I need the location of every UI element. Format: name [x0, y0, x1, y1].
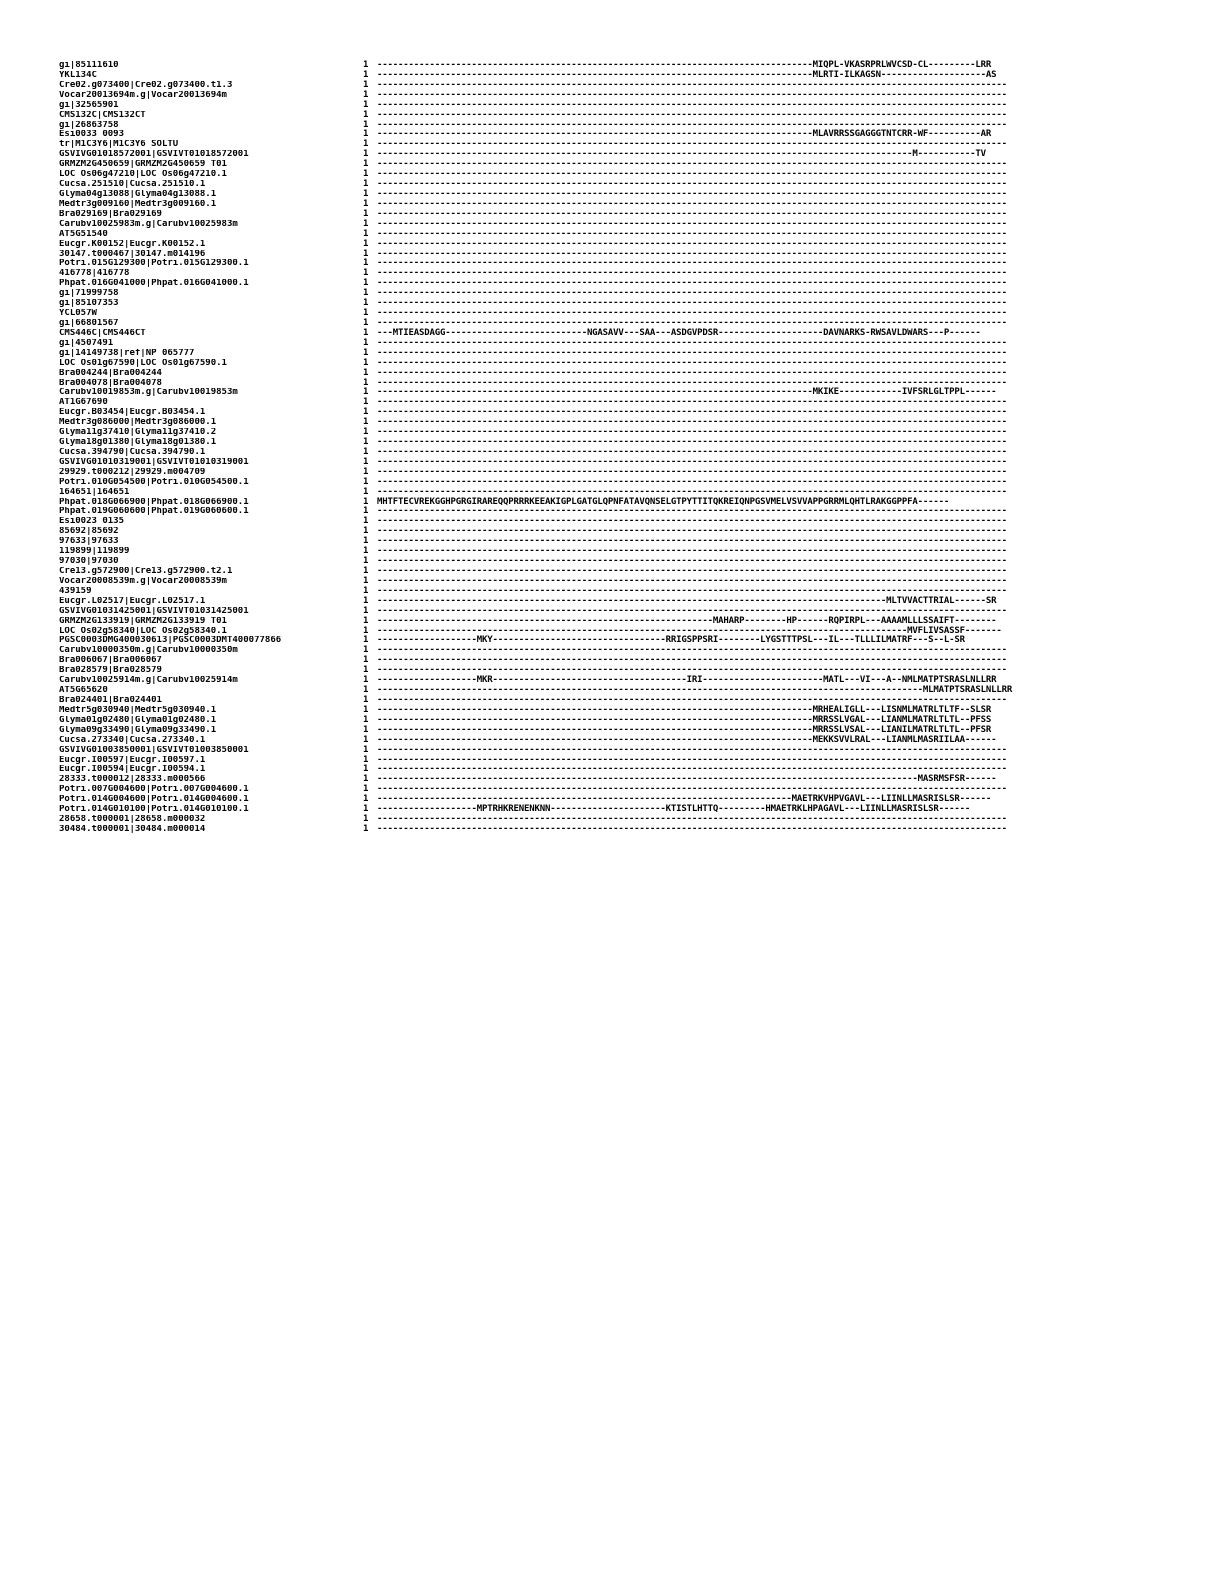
sequence-name: Cucsa.273340|Cucsa.273340.1 [59, 735, 206, 745]
sequence-start-position: 1 [363, 635, 369, 646]
sequence-name: AT5G51540 [59, 229, 108, 239]
sequence-residues: ------------------------------------------------------------------------------------------------------------------------ [377, 655, 1007, 666]
sequence-name: gi|26863758 [59, 120, 119, 130]
sequence-residues: ------------------------------------------------------------------------------------------------------------------------ [377, 446, 1007, 457]
sequence-start-position: 1 [363, 566, 369, 577]
sequence-start-position: 1 [363, 308, 369, 319]
sequence-name: gi|85107353 [59, 299, 119, 309]
sequence-name: GRMZM2G133919|GRMZM2G133919 T01 [59, 616, 227, 626]
sequence-start-position: 1 [363, 248, 369, 259]
sequence-start-position: 1 [363, 149, 369, 160]
sequence-residues: ------------------------------------------------------------------------------------------------------------------------ [377, 347, 1007, 358]
sequence-name: Carubv10025914m.g|Carubv10025914m [59, 676, 238, 686]
sequence-residues: -----------------------------------------------------------------------------------------------------MVFLIVSASSF------- [377, 625, 1002, 636]
sequence-name: Carubv10019853m.g|Carubv10019853m [59, 388, 238, 398]
sequence-start-position: 1 [363, 516, 369, 527]
sequence-start-position: 1 [363, 407, 369, 418]
sequence-name: Vocar20013694m.g|Vocar20013694m [59, 90, 227, 100]
sequence-start-position: 1 [363, 357, 369, 368]
sequence-name: gi|71999758 [59, 289, 119, 299]
sequence-start-position: 1 [363, 486, 369, 497]
sequence-residues: ------------------------------------------------------------------------------------------------------------------------ [377, 99, 1007, 110]
sequence-residues: ------------------------------------------------------------------------------------------------------------------------ [377, 466, 1007, 477]
sequence-residues: ------------------------------------------------------------------------------------------------------------------------ [377, 486, 1007, 497]
sequence-residues: -----------------------------------------------------------------------------------MRHEALIGLL---LISNMLMATRLTLTF--SLSR [377, 704, 992, 715]
sequence-start-position: 1 [363, 228, 369, 239]
sequence-name: Potri.015G129300|Potri.015G129300.1 [59, 259, 249, 269]
sequence-residues: -------------------MKR-------------------------------------IRI-----------------------MATL---VI---A--NMLMATPTSRASLNLLRR [377, 675, 997, 686]
sequence-name: 97633|97633 [59, 537, 119, 547]
sequence-residues: ------------------------------------------------------------------------------------------------------------------------ [377, 754, 1007, 765]
sequence-residues: ------------------------------------------------------------------------------------------------------------------------ [377, 317, 1007, 328]
sequence-start-position: 1 [363, 754, 369, 765]
sequence-residues: ------------------------------------------------------------------------------------------------------------------------ [377, 397, 1007, 408]
sequence-residues: ----------------------------------------------------------------MAHARP--------HP------RQPIRPL---AAAAMLLLSSAIFT-------- [377, 615, 997, 626]
sequence-residues: ------------------------------------------------------------------------------------------------------------------------ [377, 258, 1007, 269]
sequence-start-position: 1 [363, 159, 369, 170]
sequence-name: GSVIVG01003850001|GSVIVT01003850001 [59, 745, 249, 755]
sequence-residues: ------------------------------------------------------------------------------------------------------------------------ [377, 437, 1007, 448]
sequence-name: CMS132C|CMS132CT [59, 110, 146, 120]
sequence-start-position: 1 [363, 734, 369, 745]
sequence-name: GSVIVG01031425001|GSVIVT01031425001 [59, 606, 249, 616]
sequence-name: PGSC0003DMG400030613|PGSC0003DMT400077866 [59, 636, 282, 646]
sequence-name: YKL134C [59, 70, 97, 80]
sequence-start-position: 1 [363, 655, 369, 666]
sequence-start-position: 1 [363, 476, 369, 487]
sequence-start-position: 1 [363, 506, 369, 517]
sequence-residues: ------------------------------------------------------------------------------------------------------------------------ [377, 159, 1007, 170]
sequence-name: gi|66801567 [59, 318, 119, 328]
sequence-name: Bra006067|Bra006067 [59, 656, 162, 666]
sequence-residues: MHTFTECVREKGGHPGRGIRAREQQPRRRKEEAKIGPLGATGLQPNFATAVQNSELGTPYTTITQKREIQNPGSVMELVSVVAPPGRRMLQHTLRAKGGPPFA------ [377, 496, 950, 507]
sequence-residues: ------------------------------------------------------------------------------------------------------------------------ [377, 79, 1007, 90]
sequence-start-position: 1 [363, 456, 369, 467]
sequence-name: LOC Os02g58340|LOC Os02g58340.1 [59, 626, 227, 636]
sequence-residues: ------------------------------------------------------------------------------------------------------------------------ [377, 278, 1007, 289]
sequence-residues: ------------------------------------------------------------------------------------------------------------------------ [377, 357, 1007, 368]
sequence-residues: ------------------------------------------------------------------------------------------------------------------------ [377, 605, 1007, 616]
sequence-start-position: 1 [363, 556, 369, 567]
sequence-residues: -----------------------------------------------------------------------------------MIQPL-VKASRPRLWVCSD-CL---------LRR [377, 60, 992, 70]
sequence-start-position: 1 [363, 89, 369, 100]
sequence-residues: ------------------------------------------------------------------------------------------------------------------------ [377, 566, 1007, 577]
sequence-name: Cucsa.394790|Cucsa.394790.1 [59, 447, 206, 457]
sequence-residues: ------------------------------------------------------------------------------------------------------------------------ [377, 377, 1007, 388]
sequence-start-position: 1 [363, 347, 369, 358]
sequence-name: YCL057W [59, 309, 97, 319]
sequence-name: 30484.t000001|30484.m000014 [59, 824, 206, 834]
sequence-residues: ------------------------------------------------------------------------------------------------------------------------ [377, 367, 1007, 378]
sequence-residues: ------------------------------------------------------------------------------------------------------------------------ [377, 695, 1007, 705]
sequence-residues: ------------------------------------------------------------------------------------------------------------------------ [377, 139, 1007, 150]
alignment-row [59, 825, 1159, 835]
sequence-start-position: 1 [363, 804, 369, 815]
sequence-start-position: 1 [363, 744, 369, 755]
sequence-residues: ------------------------------------------------------------------------------------------------------------------------ [377, 764, 1007, 775]
sequence-start-position: 1 [363, 367, 369, 378]
sequence-name: 85692|85692 [59, 527, 119, 537]
sequence-name: Eucgr.B03454|Eucgr.B03454.1 [59, 408, 206, 418]
sequence-residues: --------------------------------------------------------------------------------------------------------MLMATPTSRASLNLLRR [377, 685, 1013, 696]
sequence-residues: ------------------------------------------------------------------------------------------------------------------------ [377, 526, 1007, 537]
sequence-name: LOC Os01g67590|LOC Os01g67590.1 [59, 358, 227, 368]
sequence-residues: ------------------------------------------------------------------------------------------------------------------------ [377, 665, 1007, 676]
sequence-residues: ------------------------------------------------------------------------------------------------------------------------ [377, 89, 1007, 100]
sequence-start-position: 1 [363, 546, 369, 557]
sequence-start-position: 1 [363, 268, 369, 279]
sequence-name: Medtr3g009160|Medtr3g009160.1 [59, 199, 217, 209]
sequence-name: 439159 [59, 586, 92, 596]
sequence-name: Carubv10000350m.g|Carubv10000350m [59, 646, 238, 656]
sequence-start-position: 1 [363, 764, 369, 775]
sequence-name: 30147.t000467|30147.m014196 [59, 249, 206, 259]
sequence-start-position: 1 [363, 387, 369, 398]
sequence-start-position: 1 [363, 695, 369, 705]
sequence-residues: ------------------------------------------------------------------------------------------------------------------------ [377, 546, 1007, 557]
sequence-start-position: 1 [363, 258, 369, 269]
sequence-start-position: 1 [363, 377, 369, 388]
sequence-residues: -----------------------------------------------------------------------------------MRRSSLVSAL---LIANILMATRLTLTL--PFSR [377, 724, 992, 735]
sequence-name: LOC Os06g47210|LOC Os06g47210.1 [59, 170, 227, 180]
sequence-start-position: 1 [363, 665, 369, 676]
sequence-residues: ------------------------------------------------------------------------------------------------------------------------ [377, 407, 1007, 418]
sequence-residues: ------------------------------------------------------------------------------------------------------------------------ [377, 169, 1007, 180]
sequence-name: Eucgr.K00152|Eucgr.K00152.1 [59, 239, 206, 249]
sequence-start-position: 1 [363, 317, 369, 328]
sequence-name: Cre02.g073400|Cre02.g073400.t1.3 [59, 80, 233, 90]
sequence-residues: ------------------------------------------------------------------------------------------------------------------------ [377, 228, 1007, 239]
sequence-start-position: 1 [363, 446, 369, 457]
sequence-start-position: 1 [363, 645, 369, 656]
sequence-name: Bra029169|Bra029169 [59, 209, 162, 219]
sequence-start-position: 1 [363, 526, 369, 537]
sequence-start-position: 1 [363, 714, 369, 725]
sequence-name: gi|32565901 [59, 100, 119, 110]
sequence-residues: -----------------------------------------------------------------------------------MLRTI-ILKAGSN--------------------AS [377, 69, 997, 80]
sequence-residues: ------------------------------------------------------------------------------------------------------------------------ [377, 645, 1007, 656]
sequence-name: Phpat.016G041000|Phpat.016G041000.1 [59, 279, 249, 289]
sequence-residues: ------------------------------------------------------------------------------------------------------------------------ [377, 109, 1007, 120]
sequence-residues: ------------------------------------------------------------------------------------------------------------------------ [377, 238, 1007, 249]
sequence-start-position: 1 [363, 109, 369, 120]
sequence-start-position: 1 [363, 605, 369, 616]
sequence-name: 28333.t000012|28333.m000566 [59, 775, 206, 785]
sequence-name: GRMZM2G450659|GRMZM2G450659 T01 [59, 160, 227, 170]
sequence-residues: ------------------------------------------------------------------------------------------------------------------------ [377, 516, 1007, 527]
sequence-start-position: 1 [363, 198, 369, 209]
sequence-residues: -------------------------------------------------------------------------------MAETRKVHPVGAVL---LIINLLMASRISLSR------ [377, 794, 992, 805]
sequence-start-position: 1 [363, 337, 369, 348]
sequence-residues: ---MTIEASDAGG---------------------------NGASAVV---SAA---ASDGVPDSR--------------------DAVNARKS-RWSAVLDWARS---P------ [377, 327, 981, 338]
sequence-residues: ------------------------------------------------------------------------------------------------------------------------ [377, 456, 1007, 467]
sequence-residues: ------------------------------------------------------------------------------------------------------------------------ [377, 248, 1007, 259]
sequence-name: Bra024401|Bra024401 [59, 696, 162, 705]
sequence-start-position: 1 [363, 119, 369, 130]
sequence-name: 119899|119899 [59, 547, 130, 557]
sequence-residues: ------------------------------------------------------------------------------------------------------------------------ [377, 198, 1007, 209]
sequence-start-position: 1 [363, 466, 369, 477]
sequence-start-position: 1 [363, 685, 369, 696]
sequence-start-position: 1 [363, 179, 369, 190]
sequence-residues: ------------------------------------------------------------------------------------------------------------------------ [377, 308, 1007, 319]
sequence-name: gi|4507491 [59, 338, 114, 348]
sequence-name: Potri.010G054500|Potri.010G054500.1 [59, 477, 249, 487]
sequence-name: Bra004244|Bra004244 [59, 368, 162, 378]
sequence-residues: ------------------------------------------------------------------------------------------------------------------------ [377, 427, 1007, 438]
sequence-residues: -----------------------------------------------------------------------------------MEKKSVVLRAL---LIANMLMASRIILAA------ [377, 734, 997, 745]
sequence-residues: ------------------------------------------------------------------------------------------------------------------------ [377, 188, 1007, 199]
sequence-name: 164651|164651 [59, 487, 130, 497]
sequence-residues: ------------------------------------------------------------------------------------------------------------------------ [377, 784, 1007, 795]
sequence-name: Glyma01g02480|Glyma01g02480.1 [59, 715, 217, 725]
sequence-name: Bra004078|Bra004078 [59, 378, 162, 388]
sequence-residues: ------------------------------------------------------------------------------------------------------------------------ [377, 179, 1007, 190]
sequence-start-position: 1 [363, 774, 369, 785]
sequence-start-position: 1 [363, 208, 369, 219]
sequence-start-position: 1 [363, 814, 369, 825]
sequence-start-position: 1 [363, 784, 369, 795]
sequence-name: Glyma11g37410|Glyma11g37410.2 [59, 428, 217, 438]
sequence-residues: ------------------------------------------------------------------------------------------------------------------------ [377, 506, 1007, 517]
sequence-residues: ------------------------------------------------------------------------------------------------------------------------ [377, 585, 1007, 596]
sequence-residues: -----------------------------------------------------------------------------------MKIKE------------IVFSRLGLTPPL------ [377, 387, 997, 398]
sequence-residues: ------------------------------------------------------------------------------------------------------------------------ [377, 119, 1007, 130]
sequence-start-position: 1 [363, 536, 369, 547]
sequence-residues: ------------------------------------------------------------------------------------------------------------------------ [377, 744, 1007, 755]
sequence-name: Potri.007G004600|Potri.007G004600.1 [59, 785, 249, 795]
sequence-alignment [59, 61, 1159, 835]
sequence-name: Phpat.018G066900|Phpat.018G066900.1 [59, 497, 249, 507]
sequence-start-position: 1 [363, 724, 369, 735]
sequence-name: Medtr5g030940|Medtr5g030940.1 [59, 705, 217, 715]
sequence-name: Cucsa.251510|Cucsa.251510.1 [59, 180, 206, 190]
sequence-start-position: 1 [363, 675, 369, 686]
sequence-residues: ------------------------------------------------------------------------------------------------------------------------ [377, 208, 1007, 219]
sequence-start-position: 1 [363, 417, 369, 428]
sequence-residues: ------------------------------------------------------------------------------------------------------------------------ [377, 575, 1007, 586]
sequence-name: Potri.014G010100|Potri.014G010100.1 [59, 805, 249, 815]
sequence-start-position: 1 [363, 575, 369, 586]
sequence-start-position: 1 [363, 823, 369, 834]
sequence-name: Carubv10025983m.g|Carubv10025983m [59, 219, 238, 229]
sequence-start-position: 1 [363, 704, 369, 715]
sequence-name: Eucgr.I00597|Eucgr.I00597.1 [59, 755, 206, 765]
sequence-name: gi|85111610 [59, 61, 119, 70]
sequence-name: Glyma04g13088|Glyma04g13088.1 [59, 189, 217, 199]
sequence-name: gi|14149738|ref|NP 065777 [59, 348, 195, 358]
sequence-residues: ------------------------------------------------------------------------------------------------------------------------ [377, 823, 1007, 834]
sequence-name: Eucgr.L02517|Eucgr.L02517.1 [59, 596, 206, 606]
sequence-start-position: 1 [363, 615, 369, 626]
sequence-residues: ------------------------------------------------------------------------------------------------------------------------ [377, 288, 1007, 299]
sequence-start-position: 1 [363, 218, 369, 229]
sequence-start-position: 1 [363, 139, 369, 150]
sequence-start-position: 1 [363, 298, 369, 309]
sequence-name: 416778|416778 [59, 269, 130, 279]
sequence-start-position: 1 [363, 625, 369, 636]
sequence-residues: ------------------------------------------------------------------------------------------------------------------------ [377, 476, 1007, 487]
sequence-residues: ------------------------------------------------------------------------------------------------------------------------ [377, 814, 1007, 825]
sequence-name: AT5G65620 [59, 686, 108, 696]
sequence-residues: ------------------------------------------------------------------------------------------------------------------------ [377, 536, 1007, 547]
sequence-start-position: 1 [363, 595, 369, 606]
sequence-residues: -------------------MPTRHKRENENKNN----------------------KTISTLHTTQ---------HMAETRKLHPAGAVL---LIINLLMASRISLSR------ [377, 804, 971, 815]
sequence-start-position: 1 [363, 437, 369, 448]
sequence-residues: ------------------------------------------------------------------------------------------------------------------------ [377, 298, 1007, 309]
sequence-name: 97030|97030 [59, 557, 119, 567]
sequence-name: Potri.014G004600|Potri.014G004600.1 [59, 795, 249, 805]
sequence-start-position: 1 [363, 60, 369, 70]
sequence-start-position: 1 [363, 327, 369, 338]
sequence-name: Glyma18g01380|Glyma18g01380.1 [59, 438, 217, 448]
sequence-residues: -------------------------------------------------------------------------------------------------MLTVVACTTRIAL------SR [377, 595, 997, 606]
sequence-residues: -----------------------------------------------------------------------------------MRRSSLVGAL---LIANMLMATRLTLTL--PFSS [377, 714, 992, 725]
sequence-name: Eucgr.I00594|Eucgr.I00594.1 [59, 765, 206, 775]
sequence-residues: ------------------------------------------------------------------------------------------------------M-----------TV [377, 149, 986, 160]
sequence-name: Phpat.019G060600|Phpat.019G060600.1 [59, 507, 249, 517]
sequence-name: Esi0023 0135 [59, 517, 125, 527]
sequence-start-position: 1 [363, 585, 369, 596]
sequence-residues: ------------------------------------------------------------------------------------------------------------------------ [377, 337, 1007, 348]
sequence-name: Cre13.g572900|Cre13.g572900.t2.1 [59, 567, 233, 577]
sequence-name: Glyma09g33490|Glyma09g33490.1 [59, 725, 217, 735]
sequence-name: tr|M1C3Y6|M1C3Y6 SOLTU [59, 140, 179, 150]
sequence-start-position: 1 [363, 288, 369, 299]
sequence-start-position: 1 [363, 79, 369, 90]
sequence-start-position: 1 [363, 496, 369, 507]
sequence-start-position: 1 [363, 427, 369, 438]
sequence-residues: -----------------------------------------------------------------------------------MLAVRRSSGAGGGTNTCRR-WF----------AR [377, 129, 992, 140]
sequence-residues: ------------------------------------------------------------------------------------------------------------------------ [377, 268, 1007, 279]
sequence-start-position: 1 [363, 397, 369, 408]
sequence-start-position: 1 [363, 238, 369, 249]
sequence-residues: ------------------------------------------------------------------------------------------------------------------------ [377, 556, 1007, 567]
sequence-start-position: 1 [363, 169, 369, 180]
sequence-name: Vocar20008539m.g|Vocar20008539m [59, 576, 227, 586]
sequence-name: 29929.t000212|29929.m004709 [59, 467, 206, 477]
sequence-residues: -------------------------------------------------------------------------------------------------------MASRMSFSR------ [377, 774, 997, 785]
sequence-residues: ------------------------------------------------------------------------------------------------------------------------ [377, 417, 1007, 428]
sequence-name: 28658.t000001|28658.m000032 [59, 815, 206, 825]
sequence-start-position: 1 [363, 278, 369, 289]
sequence-name: Esi0033 0093 [59, 130, 125, 140]
sequence-start-position: 1 [363, 188, 369, 199]
sequence-name: Bra028579|Bra028579 [59, 666, 162, 676]
sequence-start-position: 1 [363, 69, 369, 80]
sequence-name: GSVIVG01010319001|GSVIVT01010319001 [59, 457, 249, 467]
sequence-residues: -------------------MKY---------------------------------RRIGSPPSRI--------LYGSTTTPSL---IL---TLLLILMATRF---S--L-SR [377, 635, 965, 646]
sequence-start-position: 1 [363, 794, 369, 805]
sequence-name: GSVIVG01018572001|GSVIVT01018572001 [59, 150, 249, 160]
sequence-start-position: 1 [363, 129, 369, 140]
sequence-name: Medtr3g086000|Medtr3g086000.1 [59, 418, 217, 428]
sequence-start-position: 1 [363, 99, 369, 110]
sequence-residues: ------------------------------------------------------------------------------------------------------------------------ [377, 218, 1007, 229]
sequence-name: CMS446C|CMS446CT [59, 328, 146, 338]
sequence-name: AT1G67690 [59, 398, 108, 408]
